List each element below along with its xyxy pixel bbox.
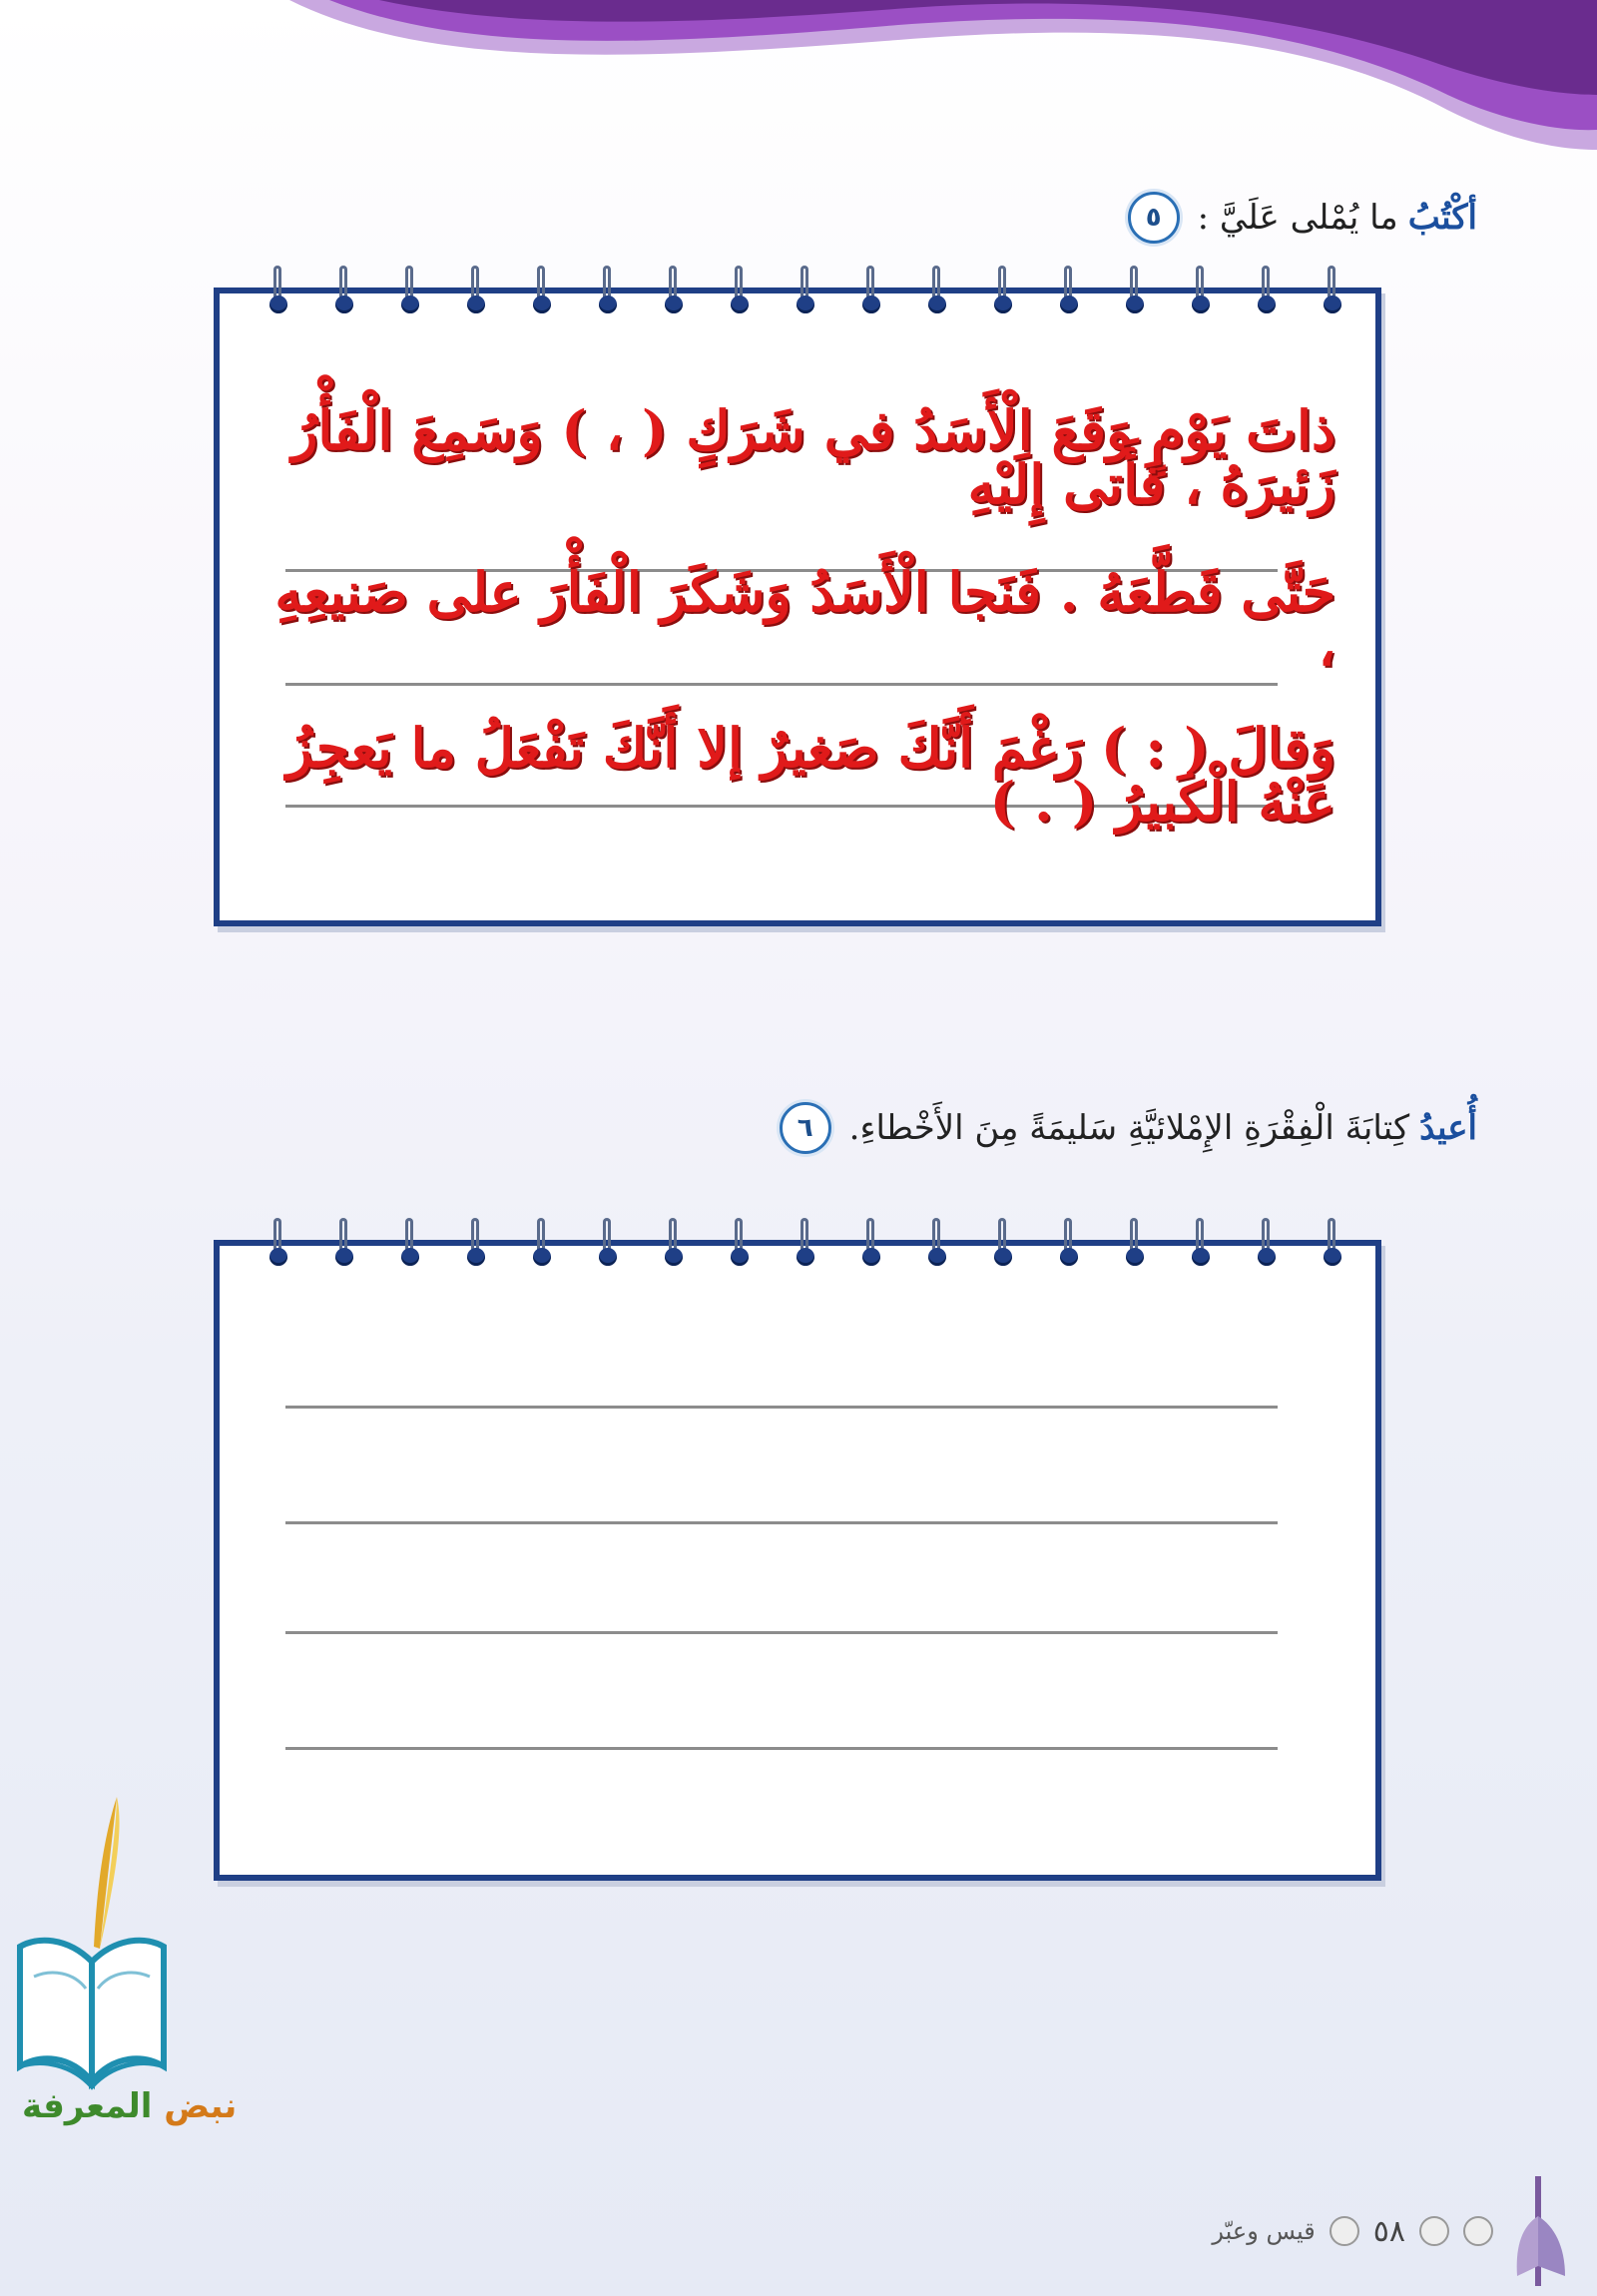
pagination-dot xyxy=(1419,2216,1449,2246)
question-6-text xyxy=(849,1108,1477,1148)
question-5-lead: أكْتُبُ xyxy=(1407,198,1477,238)
book-binding-icon xyxy=(1507,2176,1577,2286)
question-6-rest: كِتابَةَ الْفِقْرَةِ الإِمْلائيَّةِ سَليمَةً مِنَ الأَخْطاءِ. xyxy=(848,1108,1410,1148)
question-6-heading xyxy=(780,1102,1477,1154)
pagination-dot xyxy=(1330,2216,1359,2246)
logo-text xyxy=(22,2086,237,2126)
question-6-lead: أُعيدُ xyxy=(1419,1108,1477,1148)
writing-line[interactable] xyxy=(285,1406,1278,1409)
rewrite-notebook xyxy=(214,1240,1381,1881)
question-number-badge: ٥ xyxy=(1128,192,1180,244)
logo-word-2: المعرفة xyxy=(22,2086,153,2126)
writing-line xyxy=(285,683,1278,686)
notebook-spiral-rings xyxy=(220,266,1375,325)
page-number: ٥٨ xyxy=(1372,2213,1405,2249)
pagination-dot xyxy=(1463,2216,1493,2246)
question-5-heading xyxy=(1128,192,1477,244)
dictation-notebook xyxy=(214,287,1381,926)
header-wave-decoration xyxy=(0,0,1597,160)
dictation-line-2: حَتَّى قَطَّعَهُ . فَنَجا الْأَسَدُ وَشَكَرَ الْفَأْرَ على صَنيعِهِ ، xyxy=(274,560,1335,678)
dictation-line-3: وَقالَ ( : ) رَغْمَ أَنَّكَ صَغيرٌ إلا أَنَّكَ تَفْعَلُ ما يَعجِزُ عَنْهُ الْكَبيرُ ( . ) xyxy=(286,716,1335,834)
open-book-quill-logo xyxy=(12,1797,172,2126)
question-5-rest: ما يُمْلى عَلَيَّ : xyxy=(1197,198,1398,238)
writing-line[interactable] xyxy=(285,1631,1278,1634)
notebook-spiral-rings xyxy=(220,1218,1375,1278)
page-footer xyxy=(1212,2176,1577,2286)
footer-section-label: قيس وعبّر xyxy=(1212,2217,1316,2245)
logo-word-1: نبض xyxy=(164,2086,238,2126)
writing-line[interactable] xyxy=(285,1747,1278,1750)
question-5-text xyxy=(1198,198,1477,238)
question-number-badge: ٦ xyxy=(780,1102,831,1154)
dictation-line-1: ذاتَ يَوْمٍ وَقَعَ الْأَسَدُ في شَرَكٍ ( ، ) وَسَمِعَ الْفَأْرُ زَئيرَهُ ، فَأَتى إِلَيْهِ xyxy=(291,398,1335,516)
writing-line[interactable] xyxy=(285,1521,1278,1524)
